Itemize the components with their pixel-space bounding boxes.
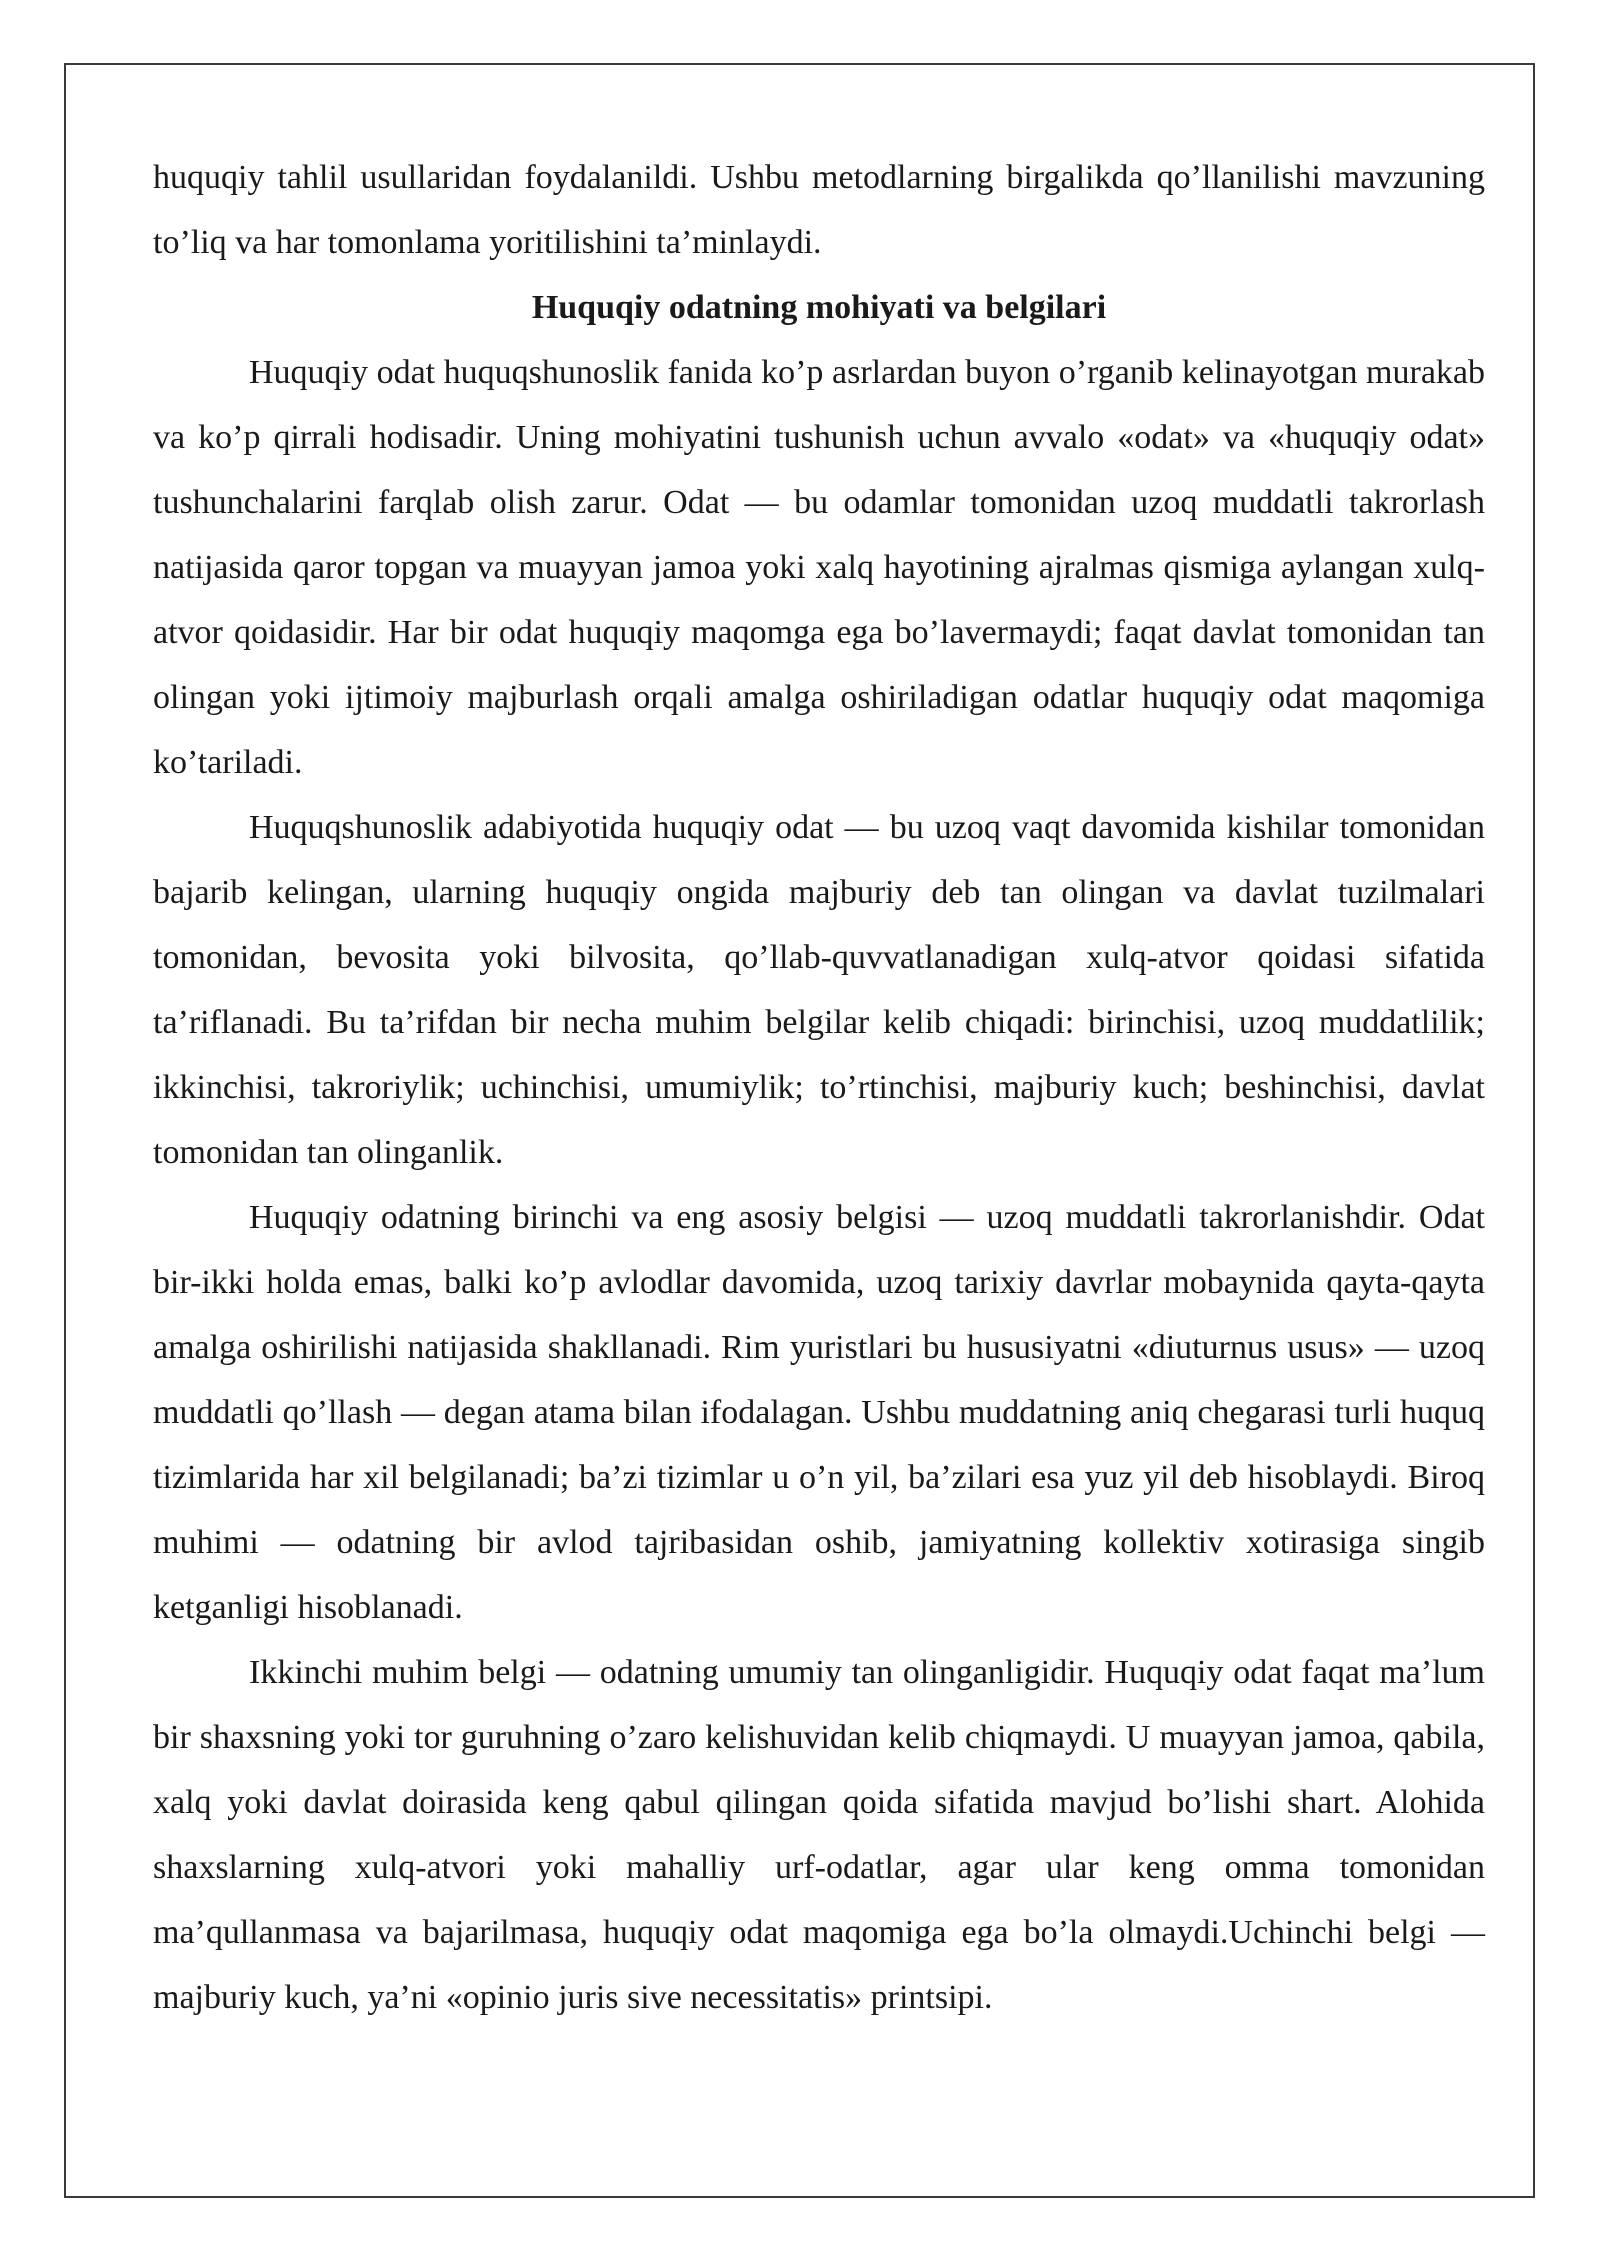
- paragraph-2: Huquqshunoslik adabiyotida huquqiy odat — bu uzoq vaqt davomida kishilar tomonidan bajarib kelingan, ularning huquqiy ongida majburiy deb tan olingan va davlat tuzilmalari tomonidan, bevosita yoki bilvosita, qo’llab-quvvatlanadigan xulq-atvor qoidasi sifatida ta’riflanadi. Bu ta’rifdan bir necha muhim belgilar kelib chiqadi: birinchisi, uzoq muddatlilik; ikkinchisi, takroriylik; uchinchisi, umumiylik; to’rtinchisi, majburiy kuch; beshinchisi, davlat tomonidan tan olinganlik.: [153, 809, 1485, 1171]
- section-heading: Huquqiy odatning mohiyati va belgilari: [531, 289, 1107, 326]
- paragraph-3: Huquqiy odatning birinchi va eng asosiy belgisi — uzoq muddatli takrorlanishdir. Odat bir-ikki holda emas, balki ko’p avlodlar davomida, uzoq tarixiy davrlar mobaynida qayta-qayta amalga oshirilishi natijasida shakllanadi. Rim yuristlari bu hususiyatni «diuturnus usus» — uzoq muddatli qo’llash — degan atama bilan ifodalagan. Ushbu muddatning aniq chegarasi turli huquq tizimlarida har xil belgilanadi; ba’zi tizimlar u o’n yil, ba’zilari esa yuz yil deb hisoblaydi. Biroq muhimi — odatning bir avlod tajribasidan oshib, jamiyatning kollektiv xotirasiga singib ketganligi hisoblanadi.: [153, 1199, 1485, 1626]
- intro-paragraph: huquqiy tahlil usullaridan foydalanildi. Ushbu metodlarning birgalikda qo’llanilishi mavzuning to’liq va har tomonlama yoritilishini ta’minlaydi.: [153, 159, 1485, 261]
- paragraph-1: Huquqiy odat huquqshunoslik fanida ko’p asrlardan buyon o’rganib kelinayotgan murakab va ko’p qirrali hodisadir. Uning mohiyatini tushunish uchun avvalo «odat» va «huquqiy odat» tushunchalarini farqlab olish zarur. Odat — bu odamlar tomonidan uzoq muddatli takrorlash natijasida qaror topgan va muayyan jamoa yoki xalq hayotining ajralmas qismiga aylangan xulq-atvor qoidasidir. Har bir odat huquqiy maqomga ega bo’lavermaydi; faqat davlat tomonidan tan olingan yoki ijtimoiy majburlash orqali amalga oshiriladigan odatlar huquqiy odat maqomiga ko’tariladi.: [153, 354, 1485, 781]
- paragraph-4: Ikkinchi muhim belgi — odatning umumiy tan olinganligidir. Huquqiy odat faqat ma’lum bir shaxsning yoki tor guruhning o’zaro kelishuvidan kelib chiqmaydi. U muayyan jamoa, qabila, xalq yoki davlat doirasida keng qabul qilingan qoida sifatida mavjud bo’lishi shart. Alohida shaxslarning xulq-atvori yoki mahalliy urf-odatlar, agar ular keng omma tomonidan ma’qullanmasa va bajarilmasa, huquqiy odat maqomiga ega bo’la olmaydi.Uchinchi belgi — majburiy kuch, ya’ni «opinio juris sive necessitatis» printsipi.: [153, 1654, 1485, 2016]
- document-body: [153, 145, 1485, 2030]
